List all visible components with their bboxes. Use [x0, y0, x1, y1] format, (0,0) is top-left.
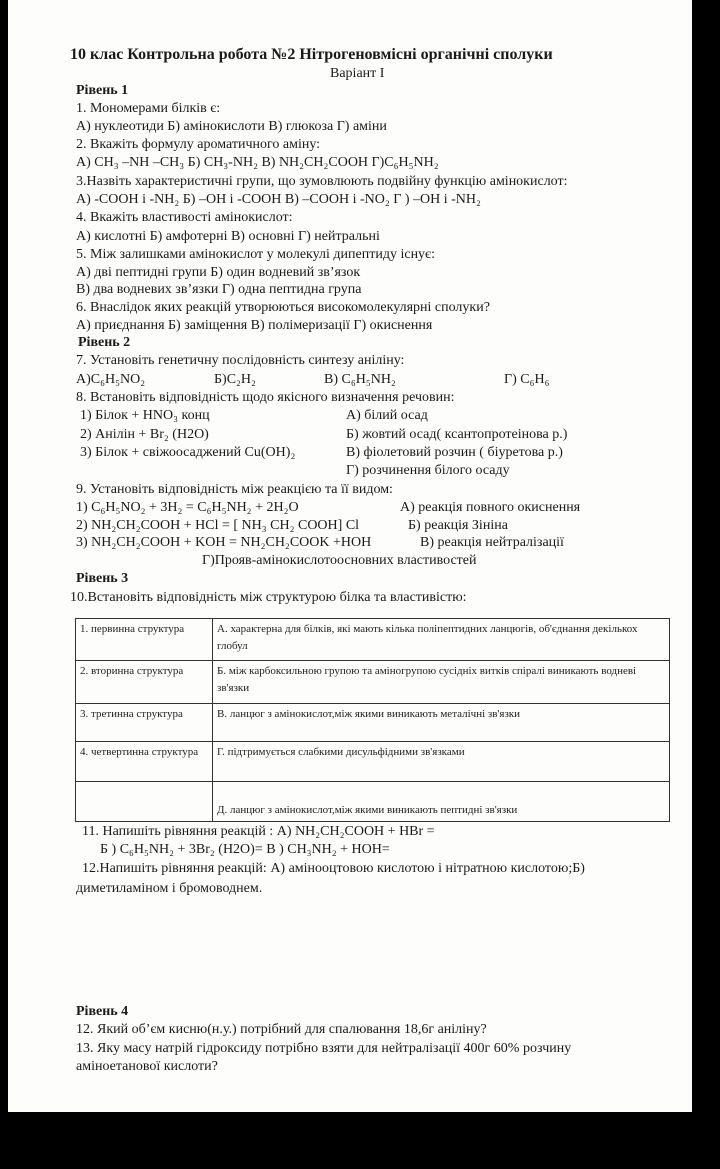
table-row — [76, 661, 670, 704]
table-cell: А. характерна для білків, які мають кілька поліпептидних ланцюгів, об'єднання декількох глобул — [213, 619, 670, 661]
answer: А)C₆H₅NO₂ — [76, 372, 146, 387]
match-right: В) реакція нейтралізації — [420, 535, 564, 550]
answers: А) CH₃ –NH –CH₃ Б) CH₃-NH₂ В) NH₂CH₂COOH Г)C₆H₅NH₂ — [76, 155, 439, 170]
answers: А) дві пептидні групи Б) один водневий зв’язок — [76, 265, 361, 280]
question: 11. Напишіть рівняння реакцій : А) NH₂CH₂COOH + HBr = — [82, 824, 435, 839]
page-title: 10 клас Контрольна робота №2 Нітрогеновмісні органічні сполуки — [70, 46, 553, 63]
worksheet — [8, 0, 692, 1112]
question: 12. Який об’єм кисню(н.у.) потрібний для спалювання 18,6г аніліну? — [76, 1022, 487, 1037]
match-right: Г) розчинення білого осаду — [346, 463, 510, 478]
table-cell: Д. ланцюг з амінокислот,між якими виникають пептидні зв'язки — [213, 782, 670, 822]
table-cell: 2. вторинна структура — [76, 661, 213, 704]
table-row — [76, 782, 670, 822]
match-left: 2) Анілін + Br₂ (H2O) — [80, 427, 209, 442]
match-right: А) реакція повного окиснення — [400, 500, 581, 515]
match-left: 2) NH₂CH₂COOH + HCl = [ NH₃ CH₂ COOH] Cl — [76, 518, 360, 533]
question: диметиламіном і бромоводнем. — [76, 881, 263, 896]
table-cell: 1. первинна структура — [76, 619, 213, 661]
level-heading: Рівень 1 — [76, 83, 129, 98]
match-left: 1) Білок + HNO₃ конц — [80, 408, 210, 423]
table-row — [76, 704, 670, 742]
question: Б ) C₆H₅NH₂ + 3Br₂ (H2O)= В ) CH₃NH₂ + HOH= — [100, 842, 390, 857]
level-heading: Рівень 2 — [78, 335, 131, 350]
match-left: 3) NH₂CH₂COOH + KOH = NH₂CH₂COOK +HOH — [76, 535, 372, 550]
answers: А) нуклеотиди Б) амінокислоти В) глюкоза Г) аміни — [76, 119, 387, 134]
question: 1. Мономерами білків є: — [76, 101, 221, 116]
structure-table — [75, 618, 670, 822]
table-row — [76, 742, 670, 782]
table-cell — [76, 782, 213, 822]
question: 8. Встановіть відповідність щодо якісного визначення речовин: — [76, 390, 455, 405]
match-left: 3) Білок + свіжоосаджений Cu(OH)₂ — [80, 445, 296, 460]
question: 4. Вкажіть властивості амінокислот: — [76, 210, 293, 225]
level-heading: Рівень 3 — [76, 571, 129, 586]
level-heading: Рівень 4 — [76, 1004, 129, 1019]
question: 2. Вкажіть формулу ароматичного аміну: — [76, 137, 321, 152]
table-row — [76, 619, 670, 661]
question: 5. Між залишками амінокислот у молекулі дипептиду існує: — [76, 247, 435, 262]
variant: Варіант І — [330, 66, 385, 81]
match-right: Г)Прояв-амінокислотоосновних властивостей — [202, 553, 477, 568]
answers: А) кислотні Б) амфотерні В) основні Г) нейтральні — [76, 229, 380, 244]
table-cell: В. ланцюг з амінокислот,між якими виникають металічні зв'язки — [213, 704, 670, 742]
question: 6. Внаслідок яких реакцій утворюються високомолекулярні сполуки? — [76, 300, 490, 315]
question: 3.Назвіть характеристичні групи, що зумовлюють подвійну функцію амінокислот: — [76, 174, 568, 189]
table-cell: Г. підтримується слабкими дисульфідними зв'язками — [213, 742, 670, 782]
answer: В) C₆H₅NH₂ — [324, 372, 396, 387]
answer: Б)C₂H₂ — [214, 372, 256, 387]
question: 7. Установіть генетичну послідовність синтезу аніліну: — [76, 353, 405, 368]
question: 12.Напишіть рівняння реакцій: А) амінооцтовою кислотою і нітратною кислотою;Б) — [82, 861, 585, 876]
table-cell: 4. четвертинна структура — [76, 742, 213, 782]
match-right: А) білий осад — [346, 408, 428, 423]
table-cell: 3. третинна структура — [76, 704, 213, 742]
match-right: В) фіолетовий розчин ( біуретова р.) — [346, 445, 563, 460]
match-right: Б) жовтий осад( ксантопротеінова р.) — [346, 427, 568, 442]
question: 9. Установіть відповідність між реакцією та її видом: — [76, 482, 393, 497]
answers: А) -COOH і -NH₂ Б) –OH і -COOH В) –COOH і -NO₂ Г ) –OH і -NH₂ — [76, 192, 481, 207]
answer: Г) C₆H₆ — [504, 372, 550, 387]
answers: А) приєднання Б) заміщення В) полімеризації Г) окиснення — [76, 318, 433, 333]
question: 13. Яку масу натрій гідроксиду потрібно взяти для нейтралізації 400г 60% розчину — [76, 1041, 572, 1056]
table-cell: Б. між карбоксильною групою та аміногрупою сусідніх витків спіралі виникають водневі зв'язки — [213, 661, 670, 704]
answers: В) два водневих зв’язки Г) одна пептидна група — [76, 282, 362, 297]
question: аміноетанової кислоти? — [76, 1059, 218, 1074]
match-left: 1) C₆H₅NO₂ + 3H₂ = C₆H₅NH₂ + 2H₂O — [76, 500, 299, 515]
match-right: Б) реакція Зініна — [408, 518, 508, 533]
question: 10.Встановіть відповідність між структурою білка та властивістю: — [70, 590, 467, 605]
